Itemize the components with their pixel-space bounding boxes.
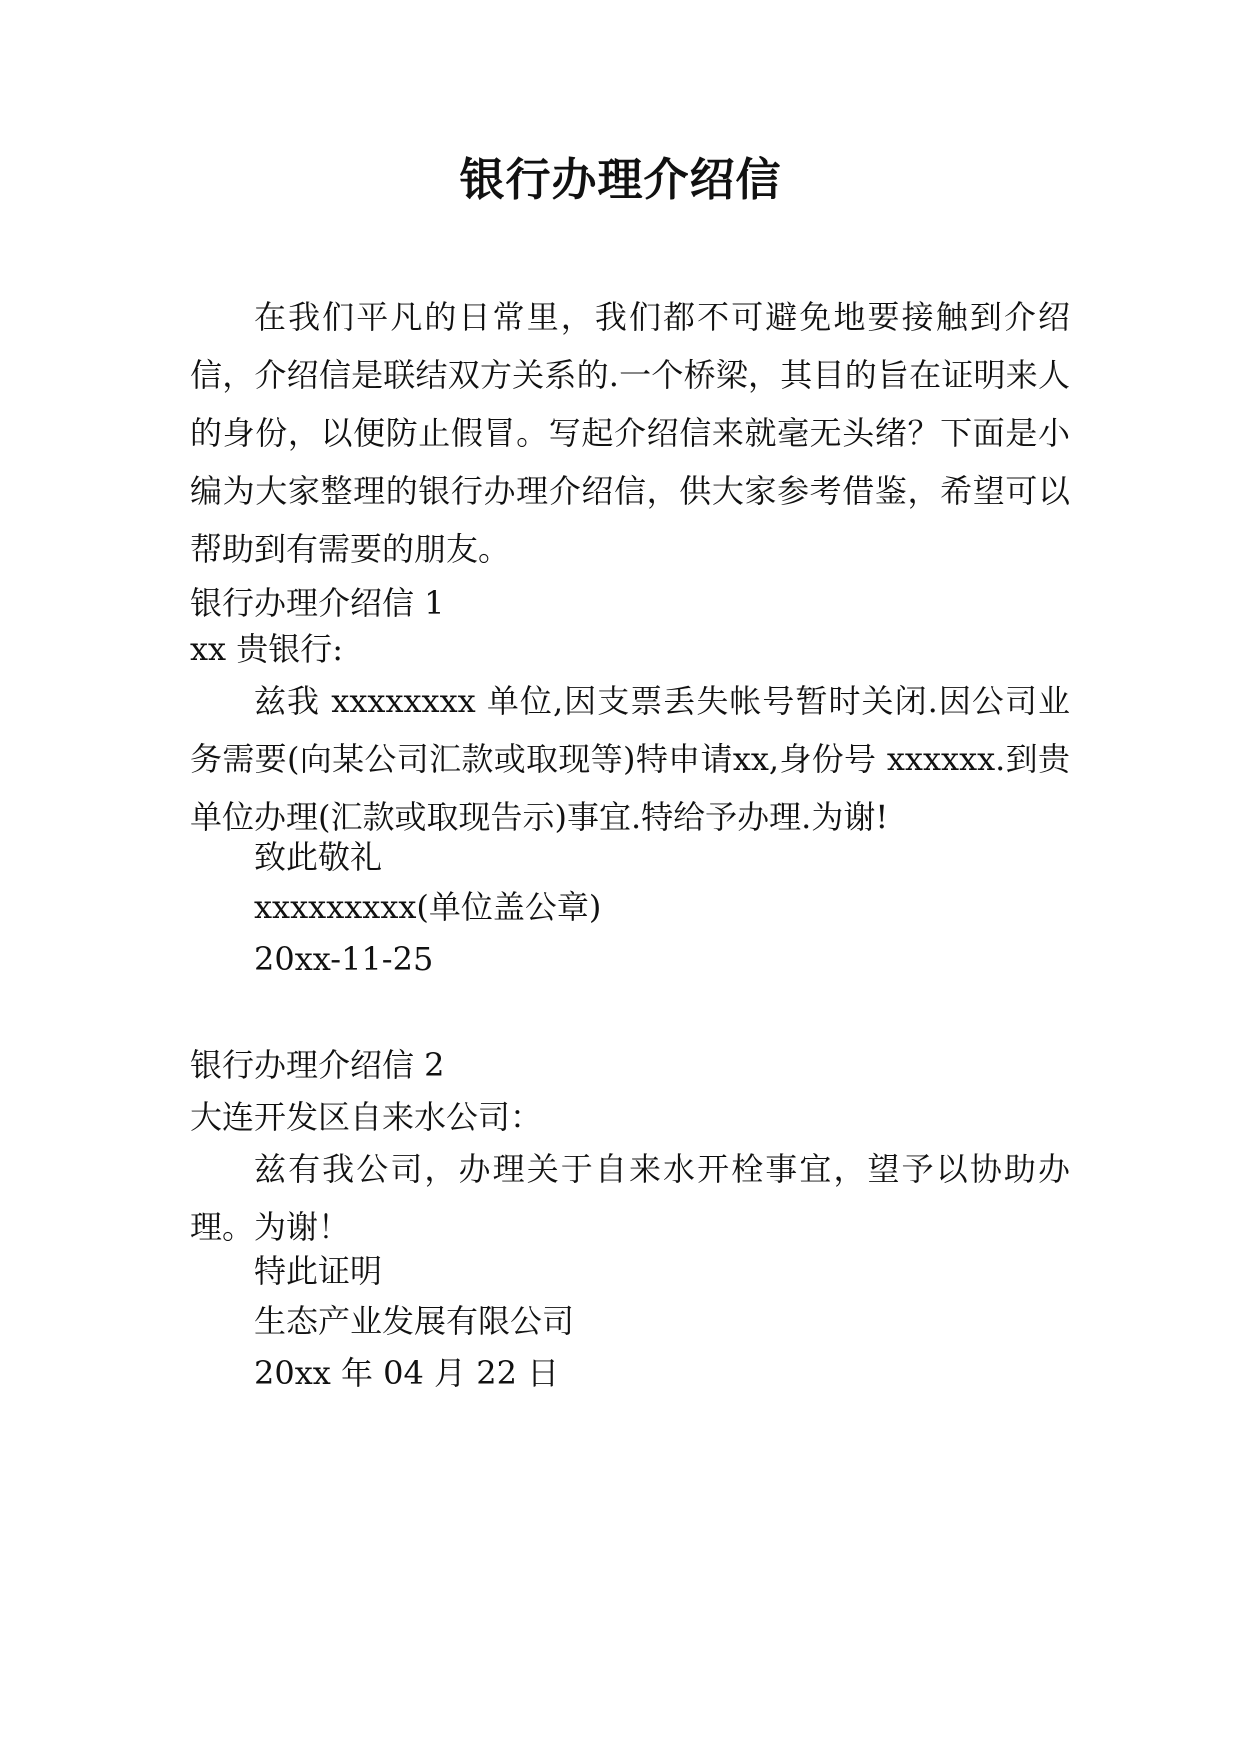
letter1-date: 20xx-11-25: [254, 940, 434, 978]
letter2-body: 兹有我公司，办理关于自来水开栓事宜，望予以协助办理。为谢！: [190, 1150, 1070, 1246]
intro-paragraph: 在我们平凡的日常里，我们都不可避免地要接触到介绍信，介绍信是联结双方关系的.一个桥梁，其目的旨在证明来人的身份，以便防止假冒。写起介绍信来就毫无头绪？下面是小编为大家整理的银行办理介绍信，供大家参考借鉴，希望可以帮助到有需要的朋友。: [190, 298, 1070, 568]
letter1-closing: 致此敬礼: [254, 838, 383, 876]
letter1-heading: 银行办理介绍信 1: [190, 584, 445, 622]
letter2-signature: 生态产业发展有限公司: [254, 1302, 575, 1340]
document-title: 银行办理介绍信: [459, 153, 782, 206]
letter2-heading: 银行办理介绍信 2: [190, 1046, 445, 1084]
letter1-signature: xxxxxxxxx(单位盖公章): [254, 888, 602, 926]
letter1-body: 兹我 xxxxxxxx 单位,因支票丢失帐号暂时关闭.因公司业务需要(向某公司汇款或取现等)特申请xx,身份号 xxxxxx.到贵单位办理(汇款或取现告示)事宜.特给予办理.为谢!: [190, 682, 1070, 836]
letter2-closing: 特此证明: [254, 1252, 383, 1290]
letter2-salutation: 大连开发区自来水公司：: [190, 1098, 543, 1136]
letter1-salutation: xx 贵银行:: [190, 630, 344, 668]
letter2-date: 20xx 年 04 月 22 日: [254, 1354, 560, 1392]
